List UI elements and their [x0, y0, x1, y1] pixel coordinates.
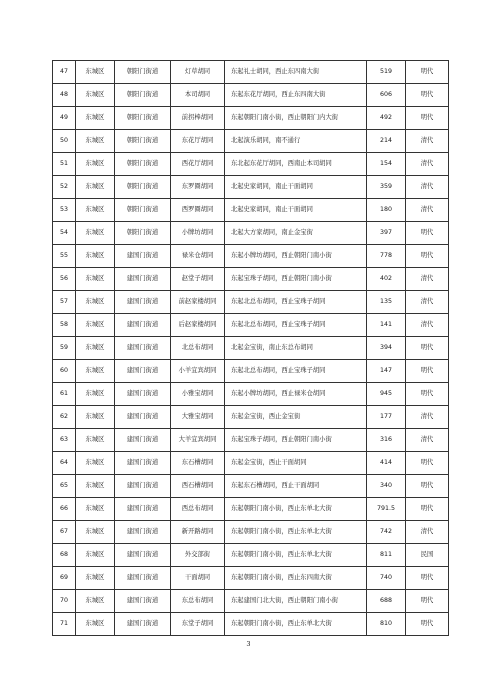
page-number: 3 [246, 640, 251, 648]
length-cell: 606 [367, 84, 406, 107]
row-number-cell: 69 [53, 567, 76, 590]
length-cell: 519 [367, 61, 406, 84]
row-number-cell: 54 [53, 222, 76, 245]
hutong-name-cell: 灯草胡同 [171, 61, 225, 84]
hutong-name-cell: 东总布胡同 [171, 590, 225, 613]
street-office-cell: 建国门街道 [115, 291, 171, 314]
location-cell: 东北起东花厅胡同，西南止本司胡同 [225, 153, 367, 176]
location-cell: 东起金宝街，西止金宝街 [225, 406, 367, 429]
location-cell: 东起金宝街，西止干面胡同 [225, 452, 367, 475]
length-cell: 742 [367, 521, 406, 544]
era-cell: 清代 [406, 199, 449, 222]
length-cell: 492 [367, 107, 406, 130]
hutong-name-cell: 小雅宝胡同 [171, 383, 225, 406]
era-cell: 明代 [406, 84, 449, 107]
hutong-name-cell: 后赵家楼胡同 [171, 314, 225, 337]
district-cell: 东城区 [76, 222, 115, 245]
table-row [53, 544, 449, 567]
length-cell: 135 [367, 291, 406, 314]
row-number-cell: 65 [53, 475, 76, 498]
length-cell: 359 [367, 176, 406, 199]
district-cell: 东城区 [76, 291, 115, 314]
street-office-cell: 朝阳门街道 [115, 107, 171, 130]
row-number-cell: 58 [53, 314, 76, 337]
location-cell: 东起小牌坊胡同，西止禄米仓胡同 [225, 383, 367, 406]
street-office-cell: 朝阳门街道 [115, 222, 171, 245]
location-cell: 东起朝阳门南小街，西止东四南大街 [225, 567, 367, 590]
street-office-cell: 建国门街道 [115, 314, 171, 337]
length-cell: 810 [367, 613, 406, 636]
street-office-cell: 建国门街道 [115, 268, 171, 291]
table-row [53, 452, 449, 475]
hutong-name-cell: 大羊宜宾胡同 [171, 429, 225, 452]
location-cell: 东起宝珠子胡同，西止朝阳门南小街 [225, 429, 367, 452]
era-cell: 明代 [406, 567, 449, 590]
location-cell: 东起北总布胡同，西止宝珠子胡同 [225, 291, 367, 314]
row-number-cell: 55 [53, 245, 76, 268]
street-office-cell: 朝阳门街道 [115, 61, 171, 84]
hutong-table [52, 60, 449, 636]
location-cell: 东起东花厅胡同，西止东四南大街 [225, 84, 367, 107]
location-cell: 东起礼士胡同，西止东四南大街 [225, 61, 367, 84]
table-row [53, 521, 449, 544]
district-cell: 东城区 [76, 406, 115, 429]
length-cell: 340 [367, 475, 406, 498]
length-cell: 147 [367, 360, 406, 383]
district-cell: 东城区 [76, 268, 115, 291]
row-number-cell: 57 [53, 291, 76, 314]
district-cell: 东城区 [76, 360, 115, 383]
district-cell: 东城区 [76, 199, 115, 222]
era-cell: 明代 [406, 475, 449, 498]
hutong-name-cell: 干面胡同 [171, 567, 225, 590]
length-cell: 214 [367, 130, 406, 153]
table-row [53, 475, 449, 498]
street-office-cell: 建国门街道 [115, 544, 171, 567]
row-number-cell: 63 [53, 429, 76, 452]
district-cell: 东城区 [76, 452, 115, 475]
era-cell: 明代 [406, 590, 449, 613]
era-cell: 民国 [406, 544, 449, 567]
hutong-name-cell: 东石槽胡同 [171, 452, 225, 475]
hutong-name-cell: 西罗圈胡同 [171, 199, 225, 222]
street-office-cell: 建国门街道 [115, 452, 171, 475]
district-cell: 东城区 [76, 245, 115, 268]
table-row [53, 130, 449, 153]
era-cell: 明代 [406, 613, 449, 636]
era-cell: 明代 [406, 383, 449, 406]
length-cell: 811 [367, 544, 406, 567]
street-office-cell: 建国门街道 [115, 590, 171, 613]
era-cell: 清代 [406, 268, 449, 291]
row-number-cell: 47 [53, 61, 76, 84]
location-cell: 北起金宝街，南止东总布胡同 [225, 337, 367, 360]
street-office-cell: 建国门街道 [115, 613, 171, 636]
era-cell: 明代 [406, 498, 449, 521]
district-cell: 东城区 [76, 84, 115, 107]
era-cell: 清代 [406, 314, 449, 337]
street-office-cell: 建国门街道 [115, 406, 171, 429]
table-row [53, 107, 449, 130]
table-row [53, 429, 449, 452]
hutong-name-cell: 前拐棒胡同 [171, 107, 225, 130]
street-office-cell: 朝阳门街道 [115, 199, 171, 222]
row-number-cell: 70 [53, 590, 76, 613]
length-cell: 141 [367, 314, 406, 337]
district-cell: 东城区 [76, 314, 115, 337]
table-row [53, 61, 449, 84]
district-cell: 东城区 [76, 153, 115, 176]
table-row [53, 383, 449, 406]
table-row [53, 176, 449, 199]
street-office-cell: 朝阳门街道 [115, 84, 171, 107]
hutong-name-cell: 东罗圈胡同 [171, 176, 225, 199]
row-number-cell: 67 [53, 521, 76, 544]
hutong-name-cell: 赵堂子胡同 [171, 268, 225, 291]
street-office-cell: 建国门街道 [115, 383, 171, 406]
length-cell: 316 [367, 429, 406, 452]
street-office-cell: 建国门街道 [115, 567, 171, 590]
length-cell: 394 [367, 337, 406, 360]
hutong-name-cell: 西花厅胡同 [171, 153, 225, 176]
hutong-name-cell: 本司胡同 [171, 84, 225, 107]
row-number-cell: 62 [53, 406, 76, 429]
street-office-cell: 建国门街道 [115, 498, 171, 521]
district-cell: 东城区 [76, 130, 115, 153]
length-cell: 177 [367, 406, 406, 429]
era-cell: 清代 [406, 291, 449, 314]
row-number-cell: 60 [53, 360, 76, 383]
street-office-cell: 朝阳门街道 [115, 130, 171, 153]
era-cell: 清代 [406, 429, 449, 452]
length-cell: 154 [367, 153, 406, 176]
street-office-cell: 建国门街道 [115, 337, 171, 360]
hutong-name-cell: 小羊宜宾胡同 [171, 360, 225, 383]
row-number-cell: 52 [53, 176, 76, 199]
location-cell: 北起大方家胡同，南止金宝街 [225, 222, 367, 245]
row-number-cell: 49 [53, 107, 76, 130]
row-number-cell: 71 [53, 613, 76, 636]
hutong-name-cell: 东花厅胡同 [171, 130, 225, 153]
table-row [53, 199, 449, 222]
table-row [53, 590, 449, 613]
table-row [53, 291, 449, 314]
row-number-cell: 56 [53, 268, 76, 291]
district-cell: 东城区 [76, 107, 115, 130]
location-cell: 东起北总布胡同，西止宝珠子胡同 [225, 314, 367, 337]
era-cell: 明代 [406, 360, 449, 383]
hutong-name-cell: 大雅宝胡同 [171, 406, 225, 429]
street-office-cell: 建国门街道 [115, 475, 171, 498]
length-cell: 397 [367, 222, 406, 245]
row-number-cell: 61 [53, 383, 76, 406]
street-office-cell: 建国门街道 [115, 429, 171, 452]
district-cell: 东城区 [76, 590, 115, 613]
district-cell: 东城区 [76, 475, 115, 498]
location-cell: 东起朝阳门南小街，西止东单北大街 [225, 613, 367, 636]
table-row [53, 314, 449, 337]
era-cell: 明代 [406, 337, 449, 360]
row-number-cell: 48 [53, 84, 76, 107]
length-cell: 740 [367, 567, 406, 590]
street-office-cell: 建国门街道 [115, 360, 171, 383]
table-row [53, 498, 449, 521]
hutong-name-cell: 东堂子胡同 [171, 613, 225, 636]
street-office-cell: 建国门街道 [115, 521, 171, 544]
table-row [53, 567, 449, 590]
location-cell: 东起小牌坊胡同，西止朝阳门南小街 [225, 245, 367, 268]
table-row [53, 406, 449, 429]
table-row [53, 337, 449, 360]
location-cell: 东起朝阳门南小街，西止东单北大街 [225, 521, 367, 544]
length-cell: 778 [367, 245, 406, 268]
era-cell: 明代 [406, 107, 449, 130]
era-cell: 明代 [406, 452, 449, 475]
era-cell: 明代 [406, 61, 449, 84]
row-number-cell: 53 [53, 199, 76, 222]
hutong-name-cell: 西总布胡同 [171, 498, 225, 521]
table-row [53, 153, 449, 176]
table-body [53, 61, 449, 636]
district-cell: 东城区 [76, 337, 115, 360]
row-number-cell: 64 [53, 452, 76, 475]
district-cell: 东城区 [76, 61, 115, 84]
length-cell: 402 [367, 268, 406, 291]
hutong-name-cell: 北总布胡同 [171, 337, 225, 360]
district-cell: 东城区 [76, 176, 115, 199]
street-office-cell: 朝阳门街道 [115, 153, 171, 176]
location-cell: 东起东石槽胡同，西止干面胡同 [225, 475, 367, 498]
table-row [53, 613, 449, 636]
length-cell: 414 [367, 452, 406, 475]
hutong-name-cell: 外交部街 [171, 544, 225, 567]
street-office-cell: 朝阳门街道 [115, 176, 171, 199]
length-cell: 180 [367, 199, 406, 222]
hutong-name-cell: 前赵家楼胡同 [171, 291, 225, 314]
row-number-cell: 51 [53, 153, 76, 176]
table-row [53, 84, 449, 107]
location-cell: 东起建国门北大街，西止朝阳门南小街 [225, 590, 367, 613]
location-cell: 东起朝阳门南小街，西止东单北大街 [225, 544, 367, 567]
length-cell: 688 [367, 590, 406, 613]
district-cell: 东城区 [76, 544, 115, 567]
district-cell: 东城区 [76, 567, 115, 590]
district-cell: 东城区 [76, 613, 115, 636]
era-cell: 清代 [406, 176, 449, 199]
era-cell: 明代 [406, 245, 449, 268]
location-cell: 北起史家胡同，南止干面胡同 [225, 199, 367, 222]
table-row [53, 222, 449, 245]
table-row [53, 245, 449, 268]
length-cell: 945 [367, 383, 406, 406]
hutong-name-cell: 禄米仓胡同 [171, 245, 225, 268]
location-cell: 北起史家胡同，南止干面胡同 [225, 176, 367, 199]
location-cell: 东起宝珠子胡同，西止朝阳门南小街 [225, 268, 367, 291]
location-cell: 北起演乐胡同，南不通行 [225, 130, 367, 153]
row-number-cell: 59 [53, 337, 76, 360]
row-number-cell: 66 [53, 498, 76, 521]
hutong-name-cell: 小牌坊胡同 [171, 222, 225, 245]
location-cell: 东起朝阳门南小街，西止朝阳门内大街 [225, 107, 367, 130]
location-cell: 东起北总布胡同，西止宝珠子胡同 [225, 360, 367, 383]
district-cell: 东城区 [76, 498, 115, 521]
table-row [53, 360, 449, 383]
table-row [53, 268, 449, 291]
era-cell: 清代 [406, 406, 449, 429]
era-cell: 清代 [406, 521, 449, 544]
row-number-cell: 50 [53, 130, 76, 153]
hutong-name-cell: 西石槽胡同 [171, 475, 225, 498]
hutong-name-cell: 新开路胡同 [171, 521, 225, 544]
era-cell: 清代 [406, 153, 449, 176]
district-cell: 东城区 [76, 383, 115, 406]
district-cell: 东城区 [76, 429, 115, 452]
era-cell: 清代 [406, 130, 449, 153]
length-cell: 791.5 [367, 498, 406, 521]
era-cell: 明代 [406, 222, 449, 245]
street-office-cell: 建国门街道 [115, 245, 171, 268]
row-number-cell: 68 [53, 544, 76, 567]
district-cell: 东城区 [76, 521, 115, 544]
location-cell: 东起朝阳门南小街，西止东单北大街 [225, 498, 367, 521]
